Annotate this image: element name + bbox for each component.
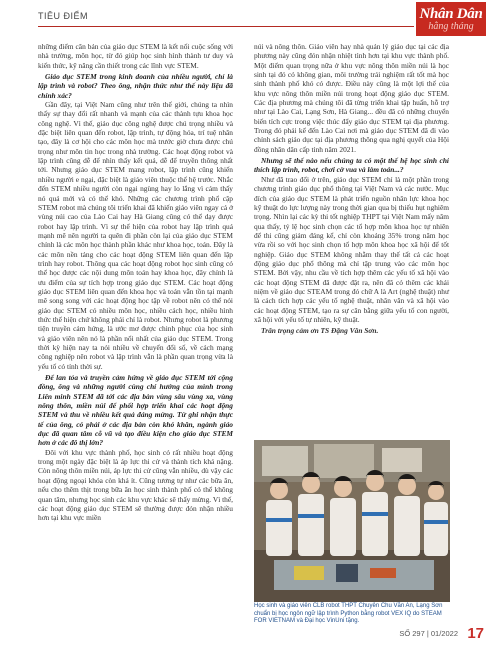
- interview-question: Giáo dục STEM trong kinh doanh của nhiều người, chỉ là lập trình và robot? Theo ông, nhận thức như thế này liệu đã chính xác?: [38, 72, 233, 100]
- paragraph: Đôi với khu vực thành phố, học sinh có rất nhiều hoạt động trong một ngày đặc biệt là áp lực thi cử và thành tích khá nặng. Còn nông thôn miền núi, áp lực thi cử cũng vẫn nhiều, dù vậy các hoạt động ngoại khóa còn khá ít. Cũng tương tự như các bữa ăn, nếu cho thêm thịt trong bữa ăn học sinh thành phố có thể không quan tâm, nhưng học sinh các khu vực khác sẽ thấy mừng. Vì thế, các hoạt động giáo dục STEM sẽ thường được đón nhận nhiều hơn tại khu vực miền: [38, 447, 233, 523]
- section-label: TIÊU ĐIỂM: [38, 11, 89, 21]
- interview-question: Nhưng sẽ thế nào nếu chúng ta có một thế hệ học sinh chỉ thích lập trình, robot, chơi cờ vua và làm toán...?: [254, 156, 449, 175]
- closing-signature: Trân trọng cảm ơn TS Đặng Văn Sơn.: [261, 326, 379, 336]
- paragraph: Gần đây, tại Việt Nam cũng như trên thế giới, chúng ta nhìn thấy sự thay đổi rất nhanh và mạnh của các thành tựu khoa học công nghệ. Vì thế, giáo dục công nghệ được chú trọng nhiều và đặc biệt liên quan đến robot, lập trình, tự động hóa, trí tuệ nhân tạo, đây là cơ hội cho các môn học mà trước giờ chưa được chú trọng như môn tin học trong nhà trường. Các hoạt động robot và lập trình cũng dễ để nhìn thấy kết quả, dễ để truyền thông nhất tới. Nhưng giáo dục STEM mang robot, lập trình cũng khiến nhiều người e ngại, đặc biệt là giáo viên thuộc thế hệ trước. Nhắc đến STEM nhiều người còn ngại ngùng hay lo lắng vì cảm thấy nó quá mới và có thể khó. Những các chương trình phổ cập STEM robot mà chúng tôi triển khai đã khiến giáo viên ngay cả ở vùng núi cao của Lào Cai hay Hà Giang cũng có thể dạy được robot hay lập trình. Vì sự thể hiện của robot hay lập trình quá mạnh mẽ nên người ta quên đi phần còn lại của giáo dục STEM chính là các môn học thành phần khác như khoa học, toán. Đây là các môn nền tảng cho các hoạt động STEM liên quan đến lập trình hay robot. Thông qua các hoạt động robot học sinh cũng có thể học được các nội dung môn toán hay khoa học, đây chính là ưu điểm của sự tích hợp trong giáo dục STEM. Các hoạt động giáo dục STEM liên quan đến khoa học và toán vẫn tồn tại mạnh mẽ song song với các hoạt động học tập về robot nên có thể nói giáo dục STEM có nhiều môn học, nhiều cách học, nhiều hình thức thể hiện chứ không phải chỉ là robot. Nhưng robot là phương tiện truyền cảm hứng, là ước mơ được chinh phục của học sinh và giáo viên nên nó là phần nổi nhất của giáo dục STEM. Trong thời kỳ hiện nay ta nói nhiều về chuyển đổi số, về cách mạng công nghiệp nên robot và lập trình vẫn là phần quan trọng vừa là yếu tố có tính thời sự.: [38, 100, 234, 371]
- paragraph: núi và nông thôn. Giáo viên hay nhà quản lý giáo dục tại các địa phương này cũng đón nhận nhiệt tình hơn tại khu vực thành phố. Một điểm quan trọng nữa ở khu vực nông thôn miền núi là học sinh tại đó có không gian, môi trường trải nghiệm rất tốt mà học sinh thành phố khó có được. Điều này cũng là một lợi thế của khu vực nông thôn miền núi trong hoạt động giáo dục STEM. Các địa phương mà chúng tôi đã từng triển khai tập huấn, hỗ trợ như tại Lào Cai, Lạng Sơn, Hà Giang... đều đã có những chuyển biến tích cực trong việc thúc đẩy giáo dục STEM tại địa phương. Trong đó phải kể đến Lào Cai nơi mà giáo dục STEM đã đi vào chính sách giáo dục tại địa phương thông qua nghị quyết của Hội đồng nhân dân cấp tỉnh năm 2021.: [254, 42, 449, 154]
- article-column-left: [38, 42, 233, 523]
- paragraph: những điểm căn bản của giáo dục STEM là kết nối cuộc sống với nhà trường, môn học, từ đó giúp học sinh hình thành tư duy và kiến thức, kỹ năng cần thiết trong các lĩnh vực STEM.: [38, 42, 233, 70]
- paragraph: Như đã trao đổi ở trên, giáo dục STEM chỉ là một phần trong chương trình giáo dục phổ thông tại Việt Nam và các nước. Mục đích của giáo dục STEM là phát triển nguồn nhân lực khoa học kỹ thuật do lực lượng này trong thời gian qua bị thiếu hụt nghiêm trọng. Nhìn lại các kỳ thi tốt nghiệp THPT tại Việt Nam mấy năm qua thấy, tỷ lệ học sinh chọn các tổ hợp môn khoa học tự nhiên để thi cũng giảm đáng kể, chỉ còn khoảng 35% trong năm học vừa rồi so với học sinh chọn tổ hợp môn khoa học xã hội để tốt nghiệp. Giáo dục STEM không nhằm thay thế tất cả các hoạt động giáo dục phổ thông mà chỉ tập trung vào các môn học STEM. Bởi vậy, nhu cầu về tích hợp thêm các yếu tố xã hội vào các hoạt động STEM đã được đặt ra, nên đã có thêm các khái niệm về giáo dục STEAM trong đó chữ A là Art (nghệ thuật) như là cách tích hợp các yếu tố nghệ thuật, nhân văn và xã hội vào các hoạt động STEM, tạo ra sự cân bằng giữa yếu tố con người, xã hội với yếu tố tự nhiên, kỹ thuật.: [254, 174, 449, 324]
- article-column-right: [254, 42, 449, 336]
- header-divider: [38, 26, 414, 27]
- logo-title: Nhân Dân: [419, 6, 483, 22]
- interview-question: Để lan tỏa và truyền cảm hứng về giáo dục STEM tới cộng đồng, ông và những người cùng chí hướng của mình trong Liên minh STEM đã tới các địa bàn vùng sâu vùng xa, vùng nông thôn, miền núi để phối hợp triển khai các hoạt động STEM và thu về nhiều kết quả đáng mừng. Từ ghi nhận thực tế của ông, có phải ở các địa bàn còn khó khăn, ngành giáo dục đã quan tâm cỗ vũ và tạo điều kiện cho giáo dục STEM hơn ở các đô thị lớn?: [38, 373, 233, 448]
- classroom-photo: [254, 440, 450, 602]
- photo-caption: Học sinh và giáo viên CLB robot THPT Chuyên Chu Văn An, Lạng Sơn chuẩn bị học ngôn ngữ lập trình Python bằng robot VEX IQ do STEAM FOR VIETNAM và Đại học VinUni tặng.: [254, 603, 443, 624]
- page-number: 17: [467, 625, 484, 642]
- issue-number: SỐ 297 | 01/2022: [399, 629, 458, 638]
- classroom-photo-illustration: [254, 440, 450, 602]
- page-footer: [0, 624, 500, 646]
- page-header: [0, 0, 500, 40]
- logo-subtitle: hằng tháng: [428, 21, 474, 32]
- newspaper-logo: [416, 2, 486, 36]
